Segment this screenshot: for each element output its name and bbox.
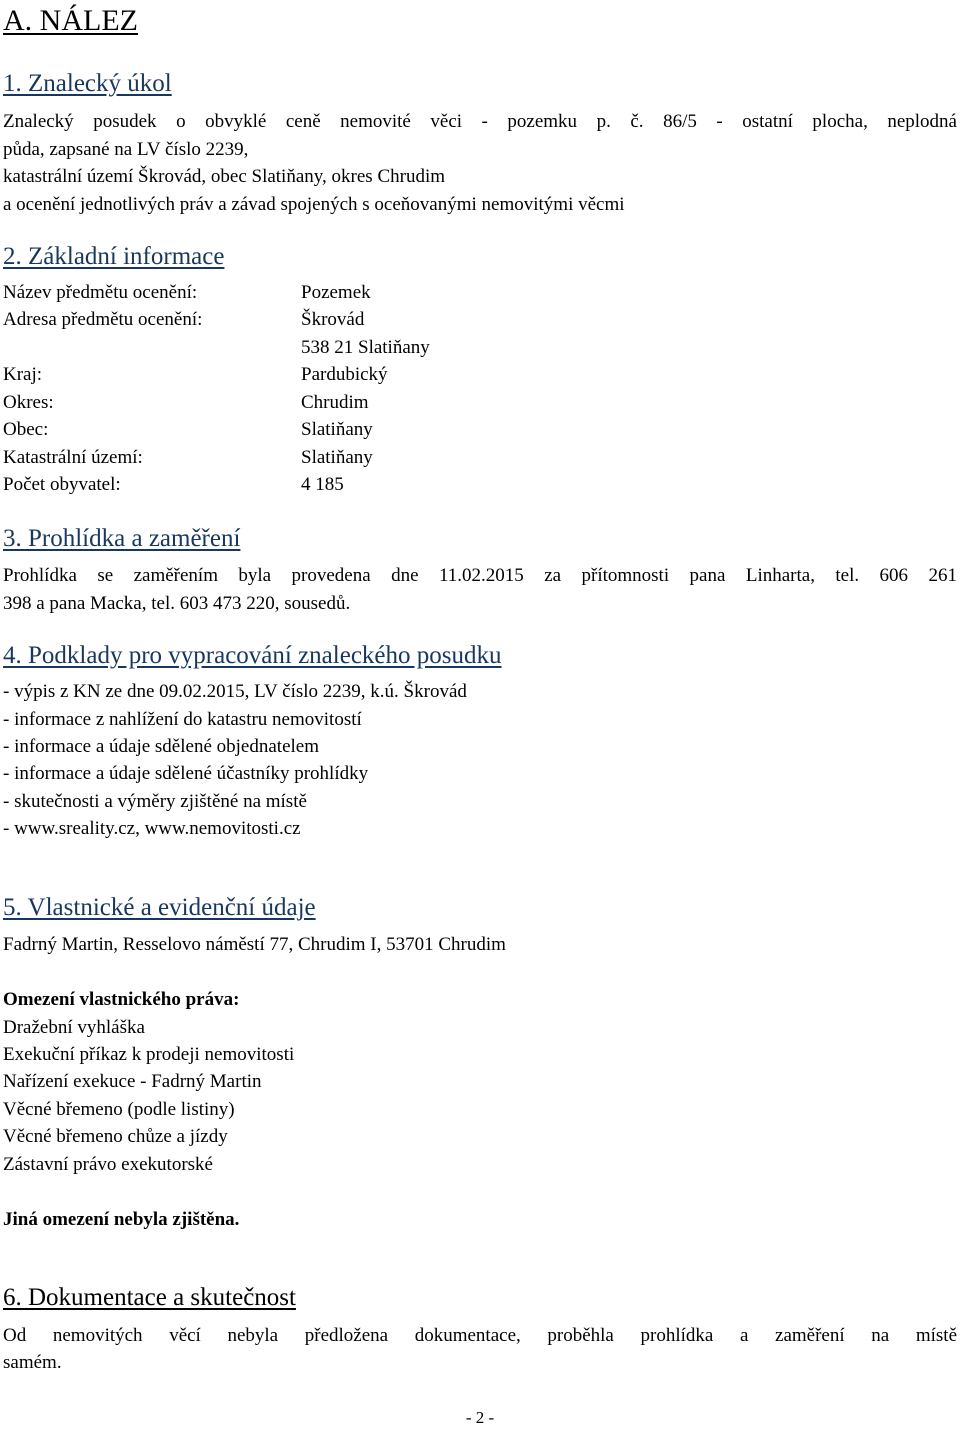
restriction-item: Dražební vyhláška <box>3 1017 145 1038</box>
info-label: Kraj: <box>3 364 43 385</box>
document-title: A. NÁLEZ <box>3 4 138 37</box>
s1-line-3: katastrální území Škrovád, obec Slatiňany, okres Chrudim <box>3 166 446 187</box>
s3-line-1: Prohlídka se zaměřením byla provedena dne 11.02.2015 za přítomnosti pana Linharta, tel. 606 261 <box>3 565 957 586</box>
source-item: - skutečnosti a výměry zjištěné na místě <box>3 791 307 812</box>
info-value: 4 185 <box>301 474 344 495</box>
s1-line-4: a ocenění jednotlivých práv a závad spojených s oceňovanými nemovitými věcmi <box>3 194 625 215</box>
info-value: Škrovád <box>301 309 365 330</box>
restriction-item: Nařízení exekuce - Fadrný Martin <box>3 1071 262 1092</box>
source-item: - výpis z KN ze dne 09.02.2015, LV číslo 2239, k.ú. Škrovád <box>3 681 467 702</box>
section-6-heading: 6. Dokumentace a skutečnost <box>3 1284 296 1311</box>
info-label: Název předmětu ocenění: <box>3 282 198 303</box>
page-number: - 2 - <box>465 1408 495 1427</box>
section-3-heading: 3. Prohlídka a zaměření <box>3 525 241 552</box>
source-item: - www.sreality.cz, www.nemovitosti.cz <box>3 818 301 839</box>
owner-info: Fadrný Martin, Resselovo náměstí 77, Chrudim I, 53701 Chrudim <box>3 934 506 955</box>
restriction-item: Věcné břemeno (podle listiny) <box>3 1099 235 1120</box>
info-label: Obec: <box>3 419 49 440</box>
info-value: Pardubický <box>301 364 388 385</box>
s3-line-2: 398 a pana Macka, tel. 603 473 220, sousedů. <box>3 593 351 614</box>
restriction-item: Exekuční příkaz k prodeji nemovitosti <box>3 1044 295 1065</box>
source-item: - informace z nahlížení do katastru nemovitostí <box>3 709 362 730</box>
info-label: Okres: <box>3 392 54 413</box>
section-4-heading: 4. Podklady pro vypracování znaleckého posudku <box>3 642 502 669</box>
other-restrictions-note: Jiná omezení nebyla zjištěna. <box>3 1209 240 1230</box>
s6-line-2: samém. <box>3 1352 62 1373</box>
source-item: - informace a údaje sdělené účastníky prohlídky <box>3 763 369 784</box>
restrictions-title: Omezení vlastnického práva: <box>3 989 240 1010</box>
info-label: Adresa předmětu ocenění: <box>3 309 203 330</box>
info-value: 538 21 Slatiňany <box>301 337 430 358</box>
s1-line-2: půda, zapsané na LV číslo 2239, <box>3 139 249 160</box>
s1-line-1: Znalecký posudek o obvyklé ceně nemovité věci - pozemku p. č. 86/5 - ostatní plocha, neplodná <box>3 111 957 132</box>
section-1-heading: 1. Znalecký úkol <box>3 70 172 97</box>
info-value: Slatiňany <box>301 447 373 468</box>
restriction-item: Zástavní právo exekutorské <box>3 1154 213 1175</box>
info-label: Počet obyvatel: <box>3 474 121 495</box>
info-value: Chrudim <box>301 392 369 413</box>
restriction-item: Věcné břemeno chůze a jízdy <box>3 1126 228 1147</box>
section-5-heading: 5. Vlastnické a evidenční údaje <box>3 894 316 921</box>
info-value: Pozemek <box>301 282 371 303</box>
info-label: Katastrální území: <box>3 447 143 468</box>
info-value: Slatiňany <box>301 419 373 440</box>
source-item: - informace a údaje sdělené objednatelem <box>3 736 319 757</box>
s6-line-1: Od nemovitých věcí nebyla předložena dokumentace, proběhla prohlídka a zaměření na místě <box>3 1325 957 1346</box>
section-2-heading: 2. Základní informace <box>3 243 225 270</box>
